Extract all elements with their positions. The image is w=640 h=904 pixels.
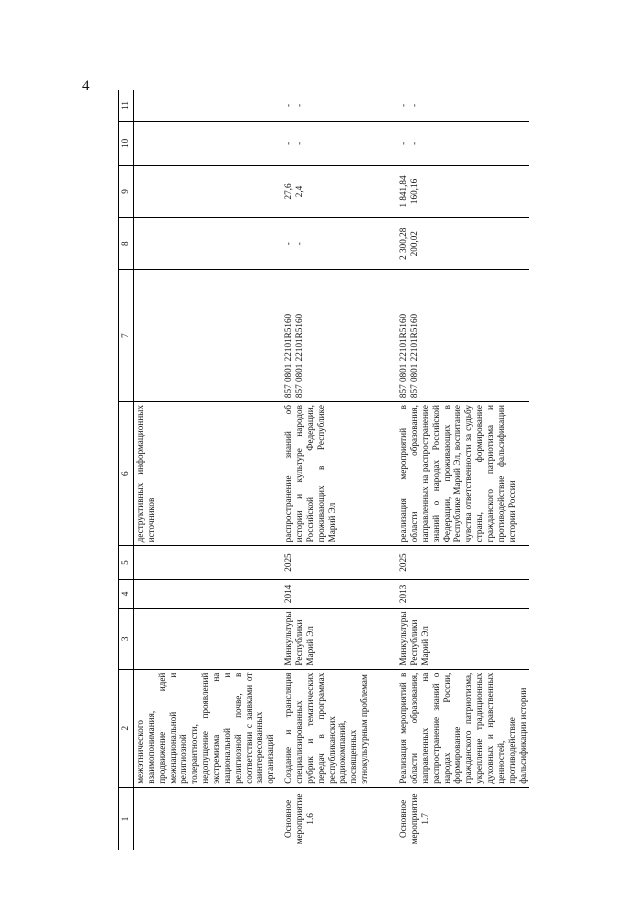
cell-activity [134,787,278,850]
cell-value [134,90,278,121]
cell-start-year: 2013 [392,579,529,608]
cell-value: - - [277,121,392,165]
cell-value: - - [277,218,392,270]
cell-value [134,165,278,217]
table-rotator [118,90,528,850]
table-row [392,90,529,850]
cell-activity: Основное мероприятие 1.7 [398,793,430,845]
cell-value [134,218,278,270]
cell-code: 857 0801 22101R5160 857 0801 22101R5160 [277,270,392,402]
cell-activity: Основное мероприятие 1.6 [283,793,315,845]
col-header: 2 [119,669,134,787]
col-header: 9 [119,165,134,217]
cell-description: межэтнического взаимопонимания, продвижение идей межнациональной и религиозной толерантности, недопущение проявлений экстремизма на национальной и религиозной почве, в соответствии с заявками от заинтересованных организаций [134,669,278,787]
cell-result: реализация мероприятий в области образования, направленных на распространение знаний о народах Российской Федерации, проживающих в Республике Марий Эл, воспитание чувства ответственности за судьбу страны, формирование гражданского патриотизма и противодействие фальсификации истории России [392,402,529,546]
column-number-row [119,90,134,850]
page-number: 4 [82,78,90,94]
program-table [118,90,529,850]
cell-value: - - [392,121,529,165]
cell-executor: Минкультуры Республики Марий Эл [277,609,392,670]
cell-result: деструктивных информационных источников [134,402,278,546]
cell-start-year [134,579,278,608]
cell-description: Создание и трансляция специализированных рубрик и тематических передач в программах республиканских радиокомпаний, посвященных этнокультурным проблемам [277,669,392,787]
cell-code: 857 0801 22101R5160 857 0801 22101R5160 [392,270,529,402]
cell-value [134,121,278,165]
cell-end-year: 2025 [277,546,392,579]
col-header: 6 [119,402,134,546]
cell-end-year: 2025 [392,546,529,579]
cell-result: распространение знаний об истории и культуре народов Российской Федерации, проживающих в Республике Марий Эл [277,402,392,546]
cell-end-year [134,546,278,579]
cell-executor: Минкультуры Республики Марий Эл [392,609,529,670]
col-header: 5 [119,546,134,579]
col-header: 1 [119,787,134,850]
cell-description: Реализация мероприятий в области образования, направленных на распространение знаний о народах России, формирование гражданского патриотизма, укрепление традиционных духовных и нравственных ценностей, противодействие фальсификации истории [392,669,529,787]
col-header: 7 [119,270,134,402]
cell-value: - - [277,90,392,121]
col-header: 8 [119,218,134,270]
cell-start-year: 2014 [277,579,392,608]
cell-executor [134,609,278,670]
col-header: 3 [119,609,134,670]
table-row [134,90,278,850]
col-header: 11 [119,90,134,121]
col-header: 10 [119,121,134,165]
table-row [277,90,392,850]
cell-value: - - [392,90,529,121]
cell-value: 2 300,28 200,02 [392,218,529,270]
cell-value: 27,6 2,4 [277,165,392,217]
cell-code [134,270,278,402]
col-header: 4 [119,579,134,608]
cell-value: 1 841,84 160,16 [392,165,529,217]
